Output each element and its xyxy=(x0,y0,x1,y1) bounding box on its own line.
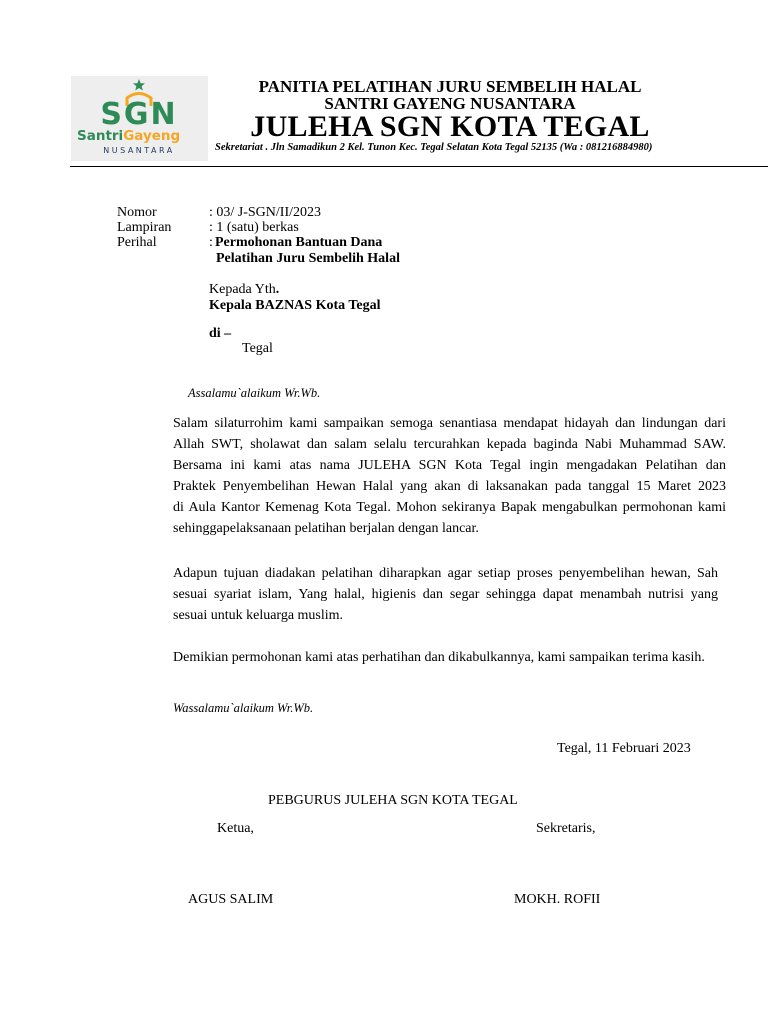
perihal-label: Perihal xyxy=(117,235,157,250)
perihal-value-1: Permohonan Bantuan Dana xyxy=(215,235,383,250)
logo-nusantara: NUSANTARA xyxy=(103,146,175,155)
paragraph-3: Demikian permohonan kami atas perhatihan dan dikabulkannya, kami sampaikan terima kasih. xyxy=(173,650,705,665)
greeting-prefix: Kepada Yth xyxy=(209,282,276,297)
p1-line: sehinggapelaksanaan pelatihan berjalan dengan lancar. xyxy=(173,521,479,536)
closing: Wassalamu`alaikum Wr.Wb. xyxy=(173,701,314,715)
header-divider xyxy=(70,166,768,167)
p1-line: Praktek Penyembelihan Hewan Halal yang akan di laksanakan pada tanggal 15 Maret 2023 xyxy=(173,479,726,494)
p1-line: Salam silaturrohim kami sampaikan semoga senantiasa mendapat hidayah dan lindungan dari xyxy=(173,416,726,431)
board-title: PEBGURUS JULEHA SGN KOTA TEGAL xyxy=(268,793,518,808)
perihal-value-2: Pelatihan Juru Sembelih Halal xyxy=(216,251,400,266)
lampiran-value: : 1 (satu) berkas xyxy=(209,220,299,235)
perihal-colon: : xyxy=(209,235,213,250)
right-role: Sekretaris, xyxy=(536,821,596,836)
greeting xyxy=(209,282,279,298)
p2-line: sesuai syariat islam, Yang halal, higienis dan segar sehingga dapat menambah nutrisi yang xyxy=(173,587,718,602)
star-icon xyxy=(133,79,145,91)
place-date: Tegal, 11 Februari 2023 xyxy=(557,741,691,756)
org-title: JULEHA SGN KOTA TEGAL xyxy=(250,110,650,143)
recipient-di: di – xyxy=(209,326,232,341)
address-line: Sekretariat . Jln Samadikun 2 Kel. Tunon Kec. Tegal Selatan Kota Tegal 52135 (Wa : 081216884980) xyxy=(215,142,653,153)
nomor-value: : 03/ J-SGN/II/2023 xyxy=(209,205,321,220)
recipient-name: Kepala BAZNAS Kota Tegal xyxy=(209,298,381,313)
right-signatory-name: MOKH. ROFII xyxy=(514,892,601,907)
logo-mark: SGN xyxy=(100,97,178,132)
salutation: Assalamu`alaikum Wr.Wb. xyxy=(188,386,321,400)
paragraph-1 xyxy=(173,413,726,539)
p1-line: Allah SWT, sholawat dan salam selalu tercurahkan kepada baginda Nabi Muhammad SAW. xyxy=(173,437,726,452)
svg-text:SantriGayeng xyxy=(77,128,180,144)
logo xyxy=(71,76,208,161)
left-signatory-name: AGUS SALIM xyxy=(188,892,274,907)
logo-graphic xyxy=(71,76,208,161)
lampiran-label: Lampiran xyxy=(117,220,172,235)
p1-line: di Aula Kantor Kemenag Kota Tegal. Mohon sekiranya Bapak mengabulkan permohonan kami xyxy=(173,500,726,515)
recipient-city: Tegal xyxy=(242,341,273,356)
p2-line: sesuai untuk keluarga muslim. xyxy=(173,608,344,623)
p1-line: Bersama ini kami atas nama JULEHA SGN Kota Tegal ingin mengadakan Pelatihan dan xyxy=(173,458,726,473)
org-name-line-1: PANITIA PELATIHAN JURU SEMBELIH HALAL xyxy=(258,77,642,96)
greeting-dot: . xyxy=(275,282,280,297)
p2-line: Adapun tujuan diadakan pelatihan diharapkan agar setiap proses penyembelihan hewan, Sah xyxy=(173,566,718,581)
paragraph-2 xyxy=(173,563,718,626)
logo-word-gayeng: Gayeng xyxy=(123,128,181,144)
nomor-label: Nomor xyxy=(117,205,157,220)
left-role: Ketua, xyxy=(217,821,254,836)
org-name-line-2: SANTRI GAYENG NUSANTARA xyxy=(324,94,576,113)
logo-word-santri: Santri xyxy=(77,128,124,144)
